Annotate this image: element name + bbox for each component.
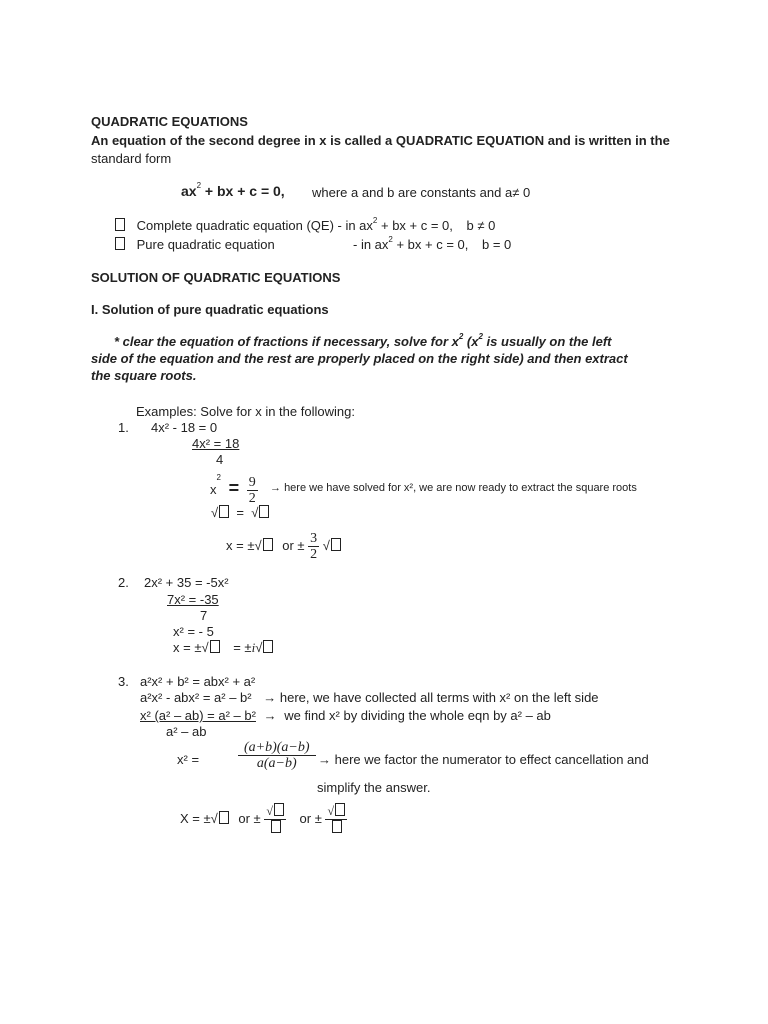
examples-intro: Examples: Solve for x in the following: (136, 404, 355, 419)
sqrt-icon: √ (211, 505, 219, 520)
ex3-answer: X = ±√ or ± √ or ± √ (180, 803, 347, 836)
ex3-answer-fraction-1: √ (264, 803, 286, 836)
std-eq-a: ax (181, 183, 197, 199)
standard-form-equation: $ax^2$ + bx + c = 0, (181, 181, 285, 199)
subsection-title: I. Solution of pure quadratic equations (91, 302, 329, 317)
ex3-line-3: x² (a² – ab) = a² – b² → we find x² by dividing the whole eqn by a² – ab (140, 708, 551, 723)
ex1-fraction-2: $\frac{3}{2}$ (310, 531, 318, 562)
ex2-line-4: x² = - 5 (173, 624, 214, 639)
ex3-note-2: simplify the answer. (317, 780, 431, 795)
page-title: QUADRATIC EQUATIONS (91, 114, 248, 129)
ex3-number: 3. (118, 674, 129, 689)
ex2-line-2: 7x² = -35 (167, 592, 219, 607)
bullet-box-icon (115, 237, 125, 250)
arrow-icon: → (263, 690, 277, 705)
intro-line-1: An equation of the second degree in x is called a QUADRATIC EQUATION and is written in the (91, 133, 670, 148)
ex1-number: 1. (118, 420, 129, 435)
ex1-root-line: √ = √ (211, 505, 269, 520)
bullet-pure-qe: Pure quadratic equation (114, 237, 275, 252)
instruction-line-2: side of the equation and the rest are properly placed on the right side) and then extract (91, 351, 628, 366)
ex3-fraction: $\frac{(a+b)(a-b)}{a(a-b)}$ (238, 740, 316, 771)
ex2-answer: x = ±√ = ±i√ (173, 640, 273, 656)
ex2-line-1: 2x² + 35 = -5x² (144, 575, 229, 590)
sqrt-icon: √ (322, 537, 330, 553)
ex1-line-1: 4x² - 18 = 0 (151, 420, 218, 435)
ex3-line-1: a²x² + b² = abx² + a² (140, 674, 256, 689)
ex1-fraction: $\frac{9}{2}$ (248, 475, 256, 506)
ex3-line-4: a² – ab (166, 724, 207, 739)
instruction-line-3: the square roots. (91, 368, 197, 383)
sqrt-icon: √ (201, 640, 209, 655)
bullet-pure-qe-eq: - in $ax^2$ + bx + c = 0, b = 0 (353, 235, 512, 252)
ex2-line-3: 7 (200, 608, 208, 623)
sqrt-icon: √ (254, 537, 262, 553)
ex3-note-1: → here we factor the numerator to effect cancellation and (318, 752, 649, 767)
bullet-box-icon (115, 218, 125, 231)
arrow-icon: → (318, 752, 331, 767)
ex3-x-squared: x² = (177, 752, 200, 767)
intro-line-2: standard form (91, 151, 172, 166)
sqrt-icon: √ (210, 810, 218, 826)
ex1-answer: x = ±√ or ± $\frac{3}{2}$ √ (226, 531, 341, 562)
arrow-icon: → (263, 708, 277, 723)
ex3-answer-fraction-2: √ (325, 803, 347, 836)
arrow-icon: → (270, 482, 281, 494)
section-title: SOLUTION OF QUADRATIC EQUATIONS (91, 270, 341, 285)
ex1-x-squared: $x^2$ = $\frac{9}{2}$ (210, 473, 256, 506)
ex2-number: 2. (118, 575, 129, 590)
ex3-line-2: a²x² - abx² = a² – b² → here, we have collected all terms with x² on the left side (140, 690, 599, 705)
ex1-line-3: 4 (216, 452, 224, 467)
sqrt-icon: √ (251, 505, 259, 520)
bullet-complete-qe: Complete quadratic equation (QE) - in $ax^2$ + bx + c = 0, b ≠ 0 (114, 218, 495, 233)
ex1-note: → here we have solved for x², we are now ready to extract the square roots (270, 482, 637, 494)
ex1-line-2: 4x² = 18 (192, 436, 240, 451)
instruction-line-1: * clear the equation of fractions if necessary, solve for $x^2$ ($x^2$ is usually on the left (114, 332, 612, 349)
std-eq-b: + bx + c = 0, (201, 183, 285, 199)
sqrt-icon: √ (255, 640, 263, 655)
standard-form-note: where a and b are constants and a≠ 0 (312, 185, 531, 200)
